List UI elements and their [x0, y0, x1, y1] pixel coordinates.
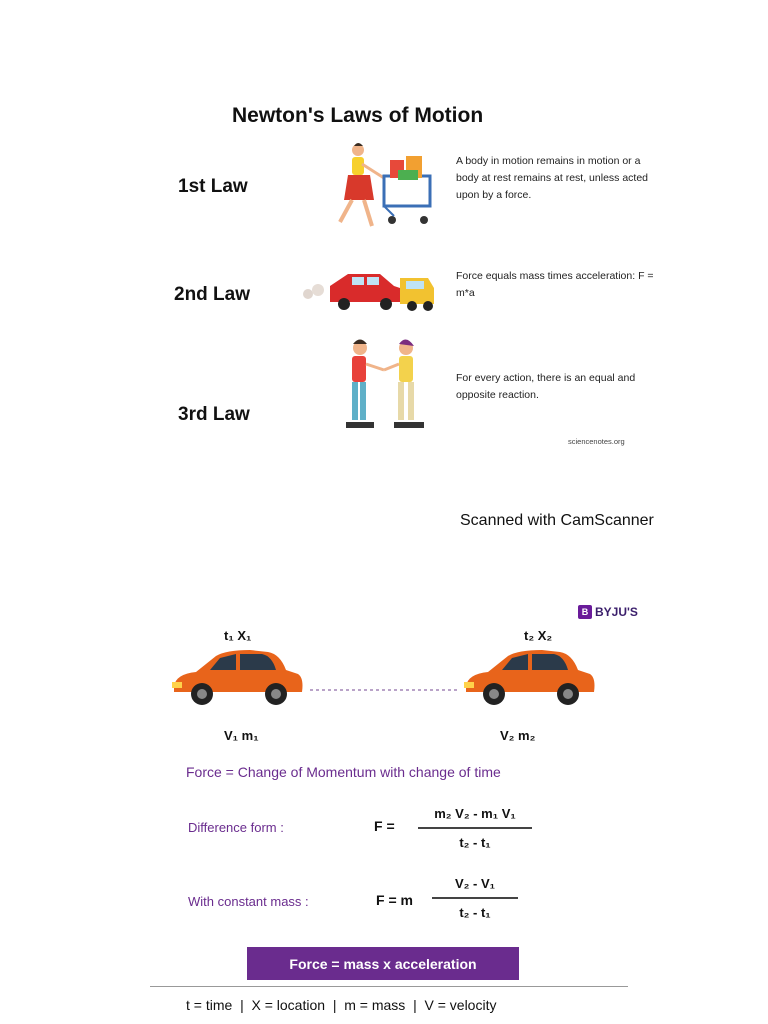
- fraction-bar: [418, 827, 532, 829]
- byjus-logo-mark: B: [578, 605, 592, 619]
- byjus-logo: [578, 601, 638, 623]
- car-2-bottom-label: V₂ m₂: [500, 728, 536, 743]
- law-2-label: 2nd Law: [174, 284, 251, 305]
- car-1-illustration: [170, 648, 306, 710]
- shopping-cart-illustration: [328, 140, 440, 236]
- law-3-description: For every action, there is an equal and opposite reaction.: [456, 372, 636, 401]
- constant-mass-numerator: V₂ - V₁: [454, 876, 496, 891]
- force-definition: Force = Change of Momentum with change of time: [186, 764, 501, 780]
- difference-form-fraction: [418, 806, 532, 850]
- skaters-push-illustration: [332, 336, 436, 440]
- divider-line: [150, 986, 628, 987]
- constant-mass-fraction: [432, 876, 518, 920]
- constant-mass-label: With constant mass :: [188, 894, 309, 909]
- difference-form-lhs: F =: [374, 818, 395, 834]
- law-1-label: 1st Law: [178, 176, 248, 197]
- law-3-label: 3rd Law: [178, 404, 250, 425]
- source-credit: sciencenotes.org: [568, 437, 625, 446]
- car-1-top-label: t₁ X₁: [224, 628, 252, 643]
- car-2-top-label: t₂ X₂: [524, 628, 553, 643]
- constant-mass-denominator: t₂ - t₁: [459, 904, 491, 920]
- byjus-logo-text: BYJU'S: [595, 605, 638, 619]
- law-2-description: Force equals mass times acceleration: F = m*a: [456, 270, 654, 299]
- force-formula-banner: Force = mass x acceleration: [247, 947, 519, 980]
- dotted-path-line: [310, 688, 460, 692]
- car-2-illustration: [462, 648, 598, 710]
- camscanner-watermark: Scanned with CamScanner: [460, 512, 654, 529]
- fraction-bar: [432, 897, 518, 899]
- law-1-description: A body in motion remains in motion or a body at rest remains at rest, unless acted upon by a force.: [456, 155, 649, 201]
- car-1-bottom-label: V₁ m₁: [224, 728, 259, 743]
- car-crash-illustration: [300, 266, 440, 312]
- difference-form-denominator: t₂ - t₁: [459, 834, 491, 850]
- constant-mass-lhs: F = m: [376, 892, 413, 908]
- figure-title: Newton's Laws of Motion: [232, 104, 484, 127]
- difference-form-numerator: m₂ V₂ - m₁ V₁: [434, 806, 516, 821]
- variable-legend: t = time | X = location | m = mass | V = velocity: [186, 997, 497, 1013]
- difference-form-label: Difference form :: [188, 820, 284, 835]
